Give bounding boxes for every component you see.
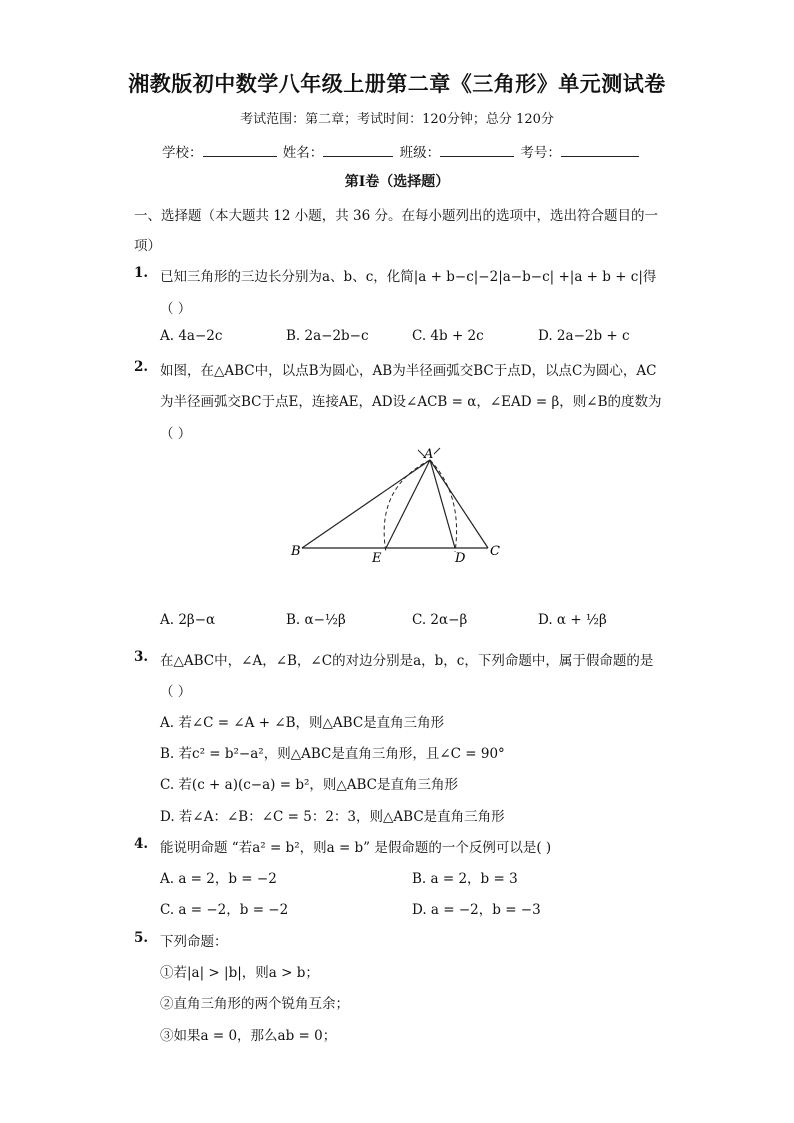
option-a[interactable]: A. a = 2，b = −2 <box>160 871 277 887</box>
paper-title: 湘教版初中数学八年级上册第二章《三角形》单元测试卷 <box>128 71 666 96</box>
option-b[interactable]: B. a = 2，b = 3 <box>412 871 518 887</box>
question-text-cont: 为半径画弧交BC于点E，连接AE，AD设∠ACB = α，∠EAD = β，则∠B的度数为 <box>160 394 662 410</box>
question-text: 如图，在△ABC中，以点B为圆心，AB为半径画弧交BC于点D，以点C为圆心，AC <box>160 363 657 379</box>
label-a: A <box>424 447 434 462</box>
class-label: 班级： <box>399 145 441 161</box>
student-info-row <box>162 141 641 161</box>
triangle-figure <box>280 440 520 575</box>
name-blank[interactable] <box>323 142 393 157</box>
side-ab <box>302 460 430 548</box>
question-number: 2. <box>134 359 149 375</box>
option-c[interactable]: C. 若(c + a)(c−a) = b²，则△ABC是直角三角形 <box>160 777 459 793</box>
option-b[interactable]: B. 若c² = b²−a²，则△ABC是直角三角形，且∠C = 90° <box>160 746 505 762</box>
option-a[interactable]: A. 4a−2c <box>160 328 223 344</box>
question-text: 下列命题： <box>160 934 228 950</box>
option-a[interactable]: A. 若∠C = ∠A + ∠B，则△ABC是直角三角形 <box>160 715 445 731</box>
part-intro: 一、选择题（本大题共 12 小题，共 36 分。在每小题列出的选项中，选出符合题目的一 <box>134 208 659 224</box>
school-label: 学校： <box>162 145 203 161</box>
exam-info: 考试范围：第二章；考试时间：120分钟；总分 120分 <box>240 112 554 127</box>
segment-ad <box>430 460 455 548</box>
label-e: E <box>372 551 382 566</box>
section-title: 第I卷（选择题） <box>344 174 450 190</box>
segment-ae <box>386 460 430 548</box>
option-d[interactable]: D. α + ½β <box>538 612 607 628</box>
question-number: 4. <box>134 836 149 852</box>
question-number: 5. <box>134 930 149 946</box>
answer-paren: （ ） <box>160 426 192 442</box>
exam-number-label: 考号： <box>520 145 561 161</box>
part-intro-cont: 项） <box>134 238 161 254</box>
question-text: 在△ABC中，∠A，∠B，∠C的对边分别是a，b，c，下列命题中，属于假命题的是 <box>160 653 654 669</box>
option-c[interactable]: C. a = −2，b = −2 <box>160 902 289 918</box>
answer-paren: （ ） <box>160 684 192 700</box>
school-blank[interactable] <box>203 142 277 157</box>
statement-item: ①若|a| > |b|，则a > b； <box>160 965 319 981</box>
side-ac <box>430 460 488 548</box>
option-d[interactable]: D. 2a−2b + c <box>538 328 630 344</box>
option-b[interactable]: B. α−½β <box>286 612 346 628</box>
question-number: 1. <box>134 265 149 281</box>
statement-item: ③如果a = 0，那么ab = 0； <box>160 1028 337 1044</box>
class-blank[interactable] <box>440 142 514 157</box>
arc-tick <box>434 448 440 454</box>
exam-number-blank[interactable] <box>561 142 639 157</box>
statement-item: ②直角三角形的两个锐角互余； <box>160 996 349 1012</box>
option-c[interactable]: C. 4b + 2c <box>412 328 484 344</box>
question-text: 已知三角形的三边长分别为a、b、c，化简|a + b−c|−2|a−b−c| +|a + b + c|得 <box>160 269 657 285</box>
label-d: D <box>455 551 466 566</box>
name-label: 姓名： <box>282 145 324 161</box>
option-c[interactable]: C. 2α−β <box>412 612 468 628</box>
question-text: 能说明命题 “若a² = b²，则a = b” 是假命题的一个反例可以是( ) <box>160 840 552 856</box>
option-d[interactable]: D. 若∠A：∠B：∠C = 5：2：3，则△ABC是直角三角形 <box>160 809 505 825</box>
label-c: C <box>490 544 500 559</box>
option-a[interactable]: A. 2β−α <box>160 612 216 628</box>
option-d[interactable]: D. a = −2，b = −3 <box>412 902 541 918</box>
label-b: B <box>291 544 301 559</box>
option-b[interactable]: B. 2a−2b−c <box>286 328 369 344</box>
question-number: 3. <box>134 649 149 665</box>
answer-paren: （ ） <box>160 301 192 317</box>
